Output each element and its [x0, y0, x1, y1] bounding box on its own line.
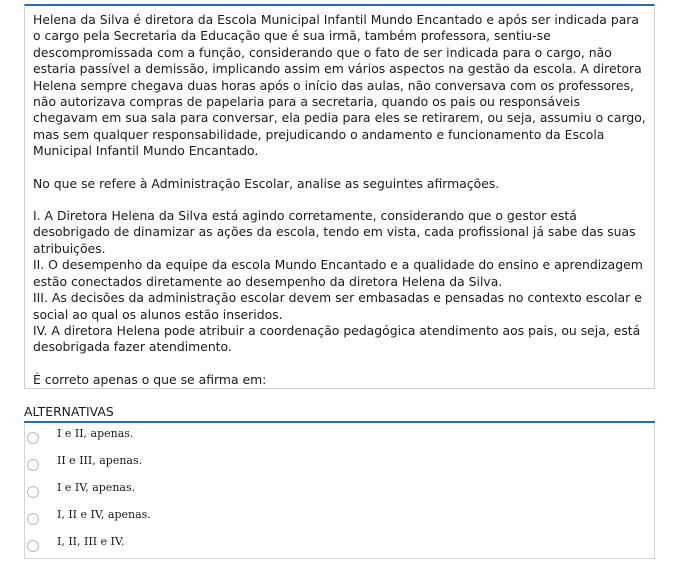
alternatives-header: ALTERNATIVAS	[24, 404, 655, 423]
radio-button[interactable]	[27, 540, 39, 552]
question-paragraph: Helena da Silva é diretora da Escola Municipal Infantil Mundo Encantado e após ser indicada para o cargo pela Secretaria da Educação que é sua irmã, também professora, sentiu-se descompromissada com a função, considerando que o fato de ser indicada para o cargo, não estaria passível a demissão, implicando assim em vários aspectos na gestão da escola. A diretora Helena sempre chegava duas horas após o início das aulas, não conversava com os professores, não autorizava compras de papelaria para a secretaria, quando os pais ou responsáveis chegavam em sua sala para conversar, ela pedia para eles se retirarem, ou seja, assumiu o cargo, mas sem qualquer responsabilidade, prejudicando o andamento e funcionamento da Escola Municipal Infantil Mundo Encantado.	[33, 12, 646, 159]
radio-button[interactable]	[27, 432, 39, 444]
question-box	[24, 4, 655, 389]
statement-1: I. A Diretora Helena da Silva está agindo corretamente, considerando que o gestor está desobrigado de dinamizar as ações da escola, tendo em vista, cada profissional já sabe das suas atribuições.	[33, 208, 636, 256]
alternative-option-1[interactable]	[25, 423, 654, 450]
alternative-option-2[interactable]	[25, 450, 654, 477]
radio-button[interactable]	[27, 513, 39, 525]
statement-2: II. O desempenho da equipe da escola Mundo Encantado e a qualidade do ensino e aprendizagem estão conectados diretamente ao desempenho da diretora Helena da Silva.	[33, 257, 643, 289]
alternatives-list	[24, 423, 655, 559]
question-closing: É correto apenas o que se afirma em:	[33, 371, 267, 387]
alternative-label: I, II, III e IV.	[57, 535, 125, 548]
alternative-option-4[interactable]	[25, 504, 654, 531]
alternative-label: I e IV, apenas.	[57, 481, 136, 494]
alternative-label: I, II e IV, apenas.	[57, 508, 151, 521]
alternative-option-5[interactable]	[25, 531, 654, 558]
statement-4: IV. A diretora Helena pode atribuir a coordenação pedagógica atendimento aos pais, ou seja, está desobrigada fazer atendimento.	[33, 322, 641, 355]
radio-button[interactable]	[27, 486, 39, 498]
statement-3: III. As decisões da administração escolar devem ser embasadas e pensadas no contexto escolar e social ao qual os alunos estão inseridos.	[33, 290, 642, 322]
alternative-label: II e III, apenas.	[57, 454, 143, 467]
alternative-label: I e II, apenas.	[57, 427, 134, 440]
question-prompt: No que se refere à Administração Escolar, analise as seguintes afirmações.	[33, 175, 500, 191]
radio-button[interactable]	[27, 459, 39, 471]
alternative-option-3[interactable]	[25, 477, 654, 504]
